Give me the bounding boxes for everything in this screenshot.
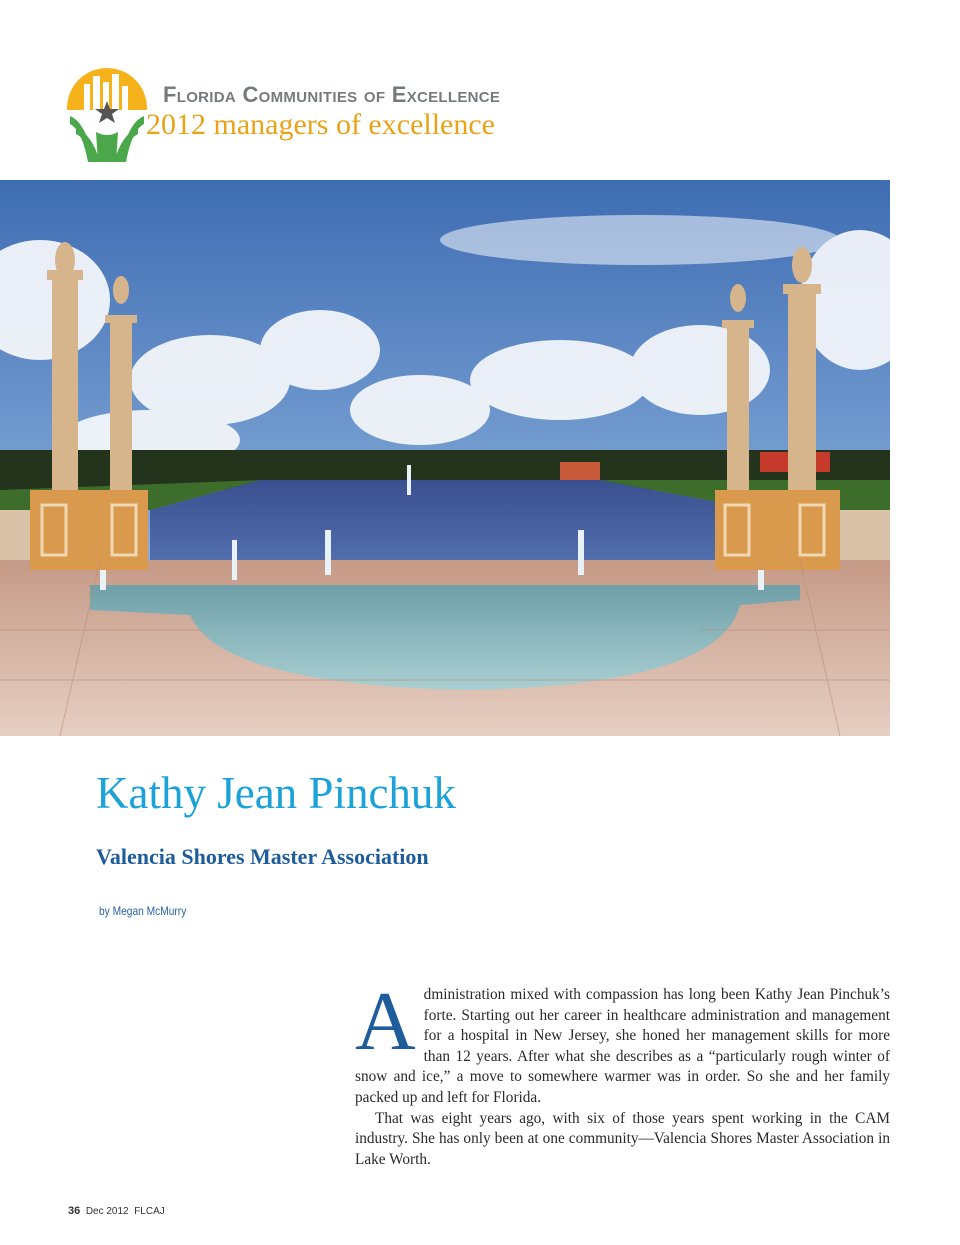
city-star-logo-icon <box>66 66 148 166</box>
paragraph-2: That was eight years ago, with six of those years spent working in the CAM industry. She has only been at one community—Valencia Shores Master Association in Lake Worth. <box>355 1109 890 1168</box>
fce-logo <box>66 66 148 166</box>
article-body <box>355 975 890 1170</box>
profile-name: Kathy Jean Pinchuk <box>96 768 456 818</box>
section-subtitle: 2012 managers of excellence <box>146 108 495 141</box>
issue-date: Dec 2012 <box>85 1206 129 1217</box>
valencia-shores-photo <box>0 180 890 736</box>
page-footer <box>68 1205 165 1217</box>
page-number: 36 <box>68 1205 81 1217</box>
fountain-lake-image-icon <box>0 180 890 736</box>
byline: by Megan McMurry <box>99 904 187 918</box>
drop-cap: A <box>355 975 416 1068</box>
paragraph-1-text: dministration mixed with compassion has long been Kathy Jean Pinchuk’s forte. Starting out her career in healthcare administration and management for a hospital in New Jersey, she honed her management skills for more than 12 years. After what she describes as a “particularly rough winter of snow and ice,” a move to somewhere warmer was in order. So she and her family packed up and left for Florida. <box>355 986 890 1106</box>
paragraph-1 <box>355 975 890 1109</box>
section-title: Florida Communities of Excellence <box>163 82 501 107</box>
publication-name: FLCAJ <box>134 1206 165 1217</box>
association-name: Valencia Shores Master Association <box>96 844 429 869</box>
